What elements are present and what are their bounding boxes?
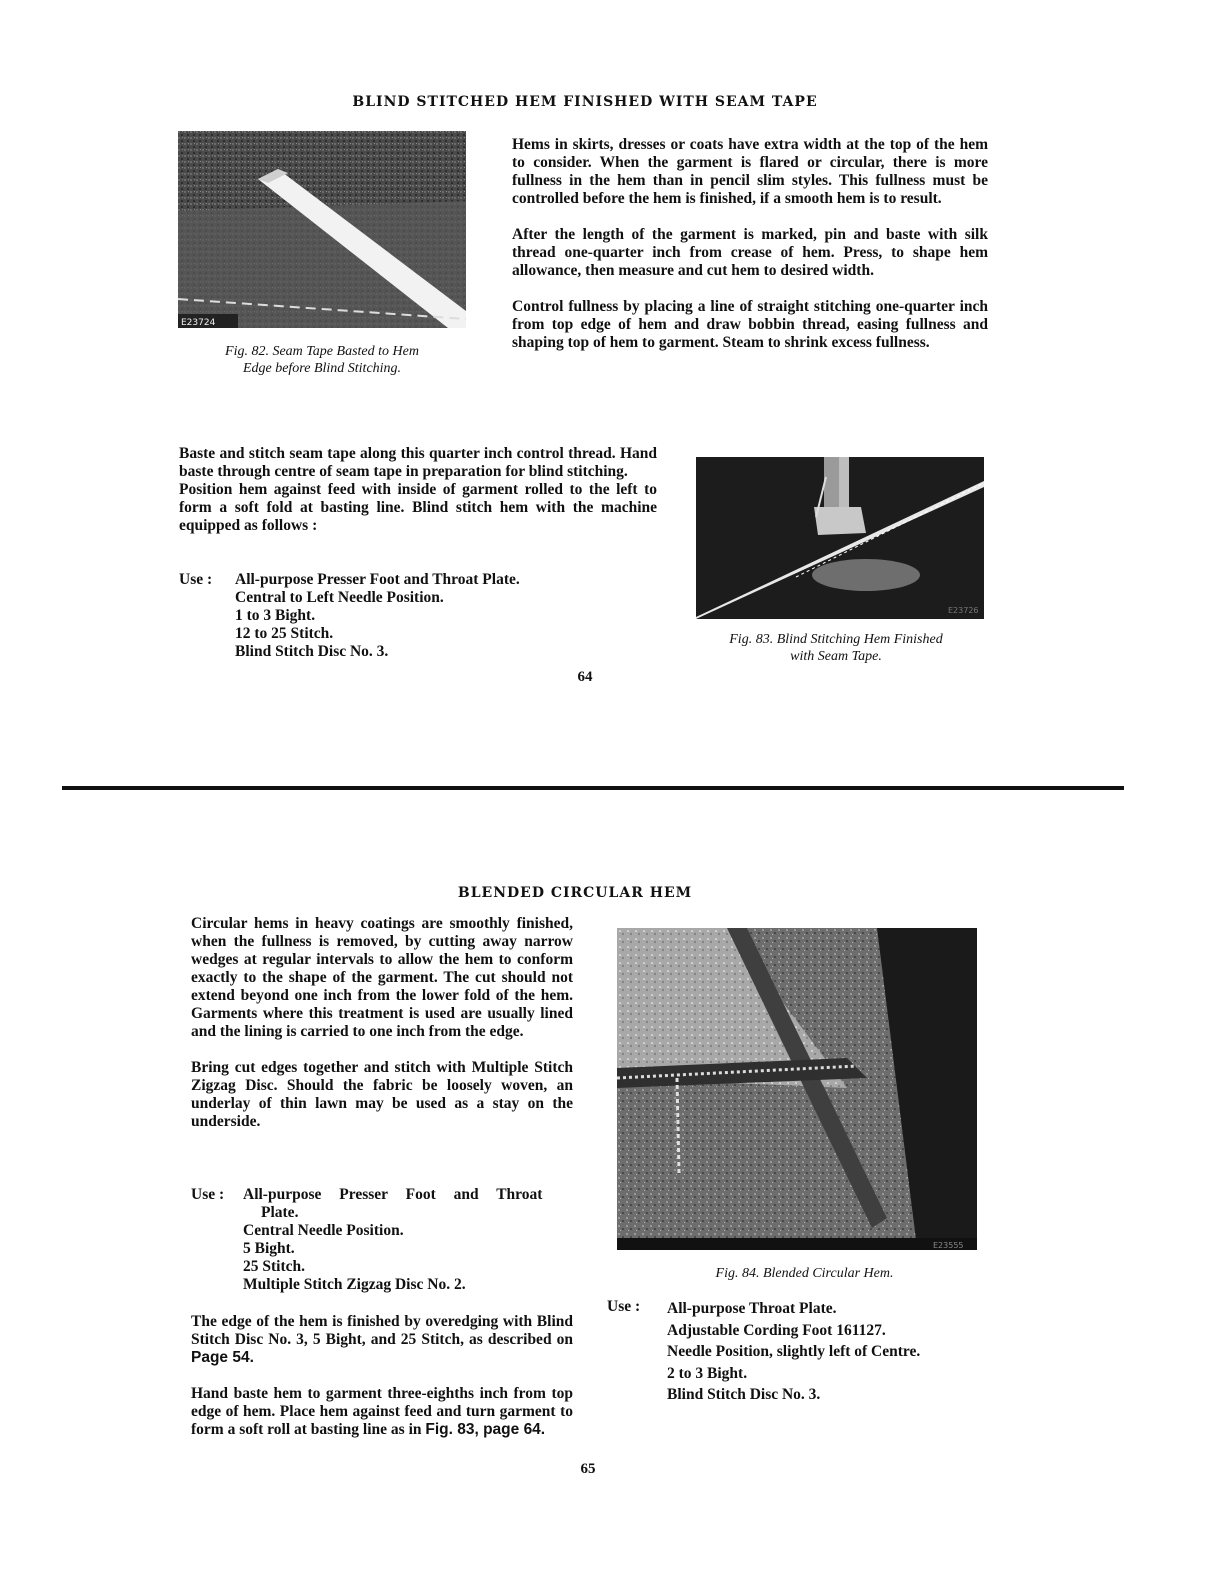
use-item: Blind Stitch Disc No. 3. <box>235 643 389 660</box>
page-reference-link[interactable]: Page 54. <box>191 1349 254 1366</box>
fig84-photo <box>617 928 977 1250</box>
use-item: Multiple Stitch Zigzag Disc No. 2. <box>243 1276 466 1293</box>
use-label: Use : <box>191 1186 225 1203</box>
use-item: All-purpose Throat Plate. <box>667 1300 837 1317</box>
paragraph: Bring cut edges together and stitch with Multiple Stitch Zigzag Disc. Should the fabric be loosely woven, an underlay of thin lawn may be used as a stay on the underside. <box>191 1059 573 1130</box>
page64-right-text <box>512 136 988 370</box>
use-label: Use : <box>607 1298 641 1315</box>
use-item: 5 Bight. <box>243 1240 295 1257</box>
paragraph: Circular hems in heavy coatings are smoothly finished, when the fullness is removed, by cutting away narrow wedges at regular intervals to allow the hem to conform exactly to the shape of the garment. The cut should not extend beyond one inch from the lower fold of the hem. Garments where this treatment is used are usually lined and the lining is carried to one inch from the edge. <box>191 915 573 1040</box>
fig82-caption: Fig. 82. Seam Tape Basted to Hem Edge before Blind Stitching. <box>225 344 419 376</box>
page-number-64: 64 <box>577 669 593 685</box>
page64-left-text <box>179 445 657 535</box>
use-item: 2 to 3 Bight. <box>667 1364 748 1382</box>
use-item: 12 to 25 Stitch. <box>235 625 334 642</box>
paragraph: Baste and stitch seam tape along this quarter inch control thread. Hand baste through centre of seam tape in preparation for blind stitching. <box>179 445 657 480</box>
use-item: Central to Left Needle Position. <box>235 589 444 606</box>
paragraph: Control fullness by placing a line of straight stitching one-quarter inch from top edge of hem and draw bobbin thread, easing fullness and shaping top of hem to garment. Steam to shrink excess fullness. <box>512 298 988 351</box>
paragraph: After the length of the garment is marked, pin and baste with silk thread one-quarter inch from crease of hem. Press, to shape hem allowance, then measure and cut hem to desired width. <box>512 226 988 279</box>
page-number-65: 65 <box>580 1461 596 1477</box>
fig82-photo <box>178 131 466 328</box>
use-item: 1 to 3 Bight. <box>235 607 316 624</box>
page65-paragraph4: Hand baste hem to garment three-eighths inch from top edge of hem. Place hem against feed and turn garment to form a soft roll at basting line as in Fig. 83, page 64. <box>191 1385 573 1438</box>
fig84-code: E23555 <box>933 1241 964 1250</box>
use-item: 25 Stitch. <box>243 1258 305 1275</box>
fig83-caption: Fig. 83. Blind Stitching Hem Finished with Seam Tape. <box>729 632 943 664</box>
paragraph: Hems in skirts, dresses or coats have extra width at the top of the hem to consider. When the garment is flared or circular, there is more fullness in the hem than in pencil slim styles. This fullness must be controlled before the hem is finished, if a smooth hem is to result. <box>512 136 988 207</box>
paragraph: Position hem against feed with inside of garment rolled to the left to form a soft fold at basting line. Blind stitch hem with the machine equipped as follows : <box>179 481 657 534</box>
fig83-photo <box>696 457 984 619</box>
figure-reference-link[interactable]: Fig. 83, page 64. <box>425 1421 546 1438</box>
page64-title: BLIND STITCHED HEM FINISHED WITH SEAM TAPE <box>352 94 818 110</box>
page65-use-list-1 <box>191 1186 576 1294</box>
page65-use-list-2 <box>607 1298 920 1406</box>
page65-left-text <box>191 915 573 1149</box>
use-item: Adjustable Cording Foot 161127. <box>667 1321 886 1339</box>
page64-use-list <box>179 571 520 661</box>
use-item: Needle Position, slightly left of Centre. <box>667 1343 921 1360</box>
use-item: Central Needle Position. <box>243 1222 404 1239</box>
fig83-code: E23726 <box>948 606 979 615</box>
fig84-caption: Fig. 84. Blended Circular Hem. <box>715 1266 894 1281</box>
fig82-code: E23724 <box>181 318 216 328</box>
use-item: Plate. <box>261 1204 299 1221</box>
page65-title: BLENDED CIRCULAR HEM <box>457 885 693 901</box>
use-item: All-purpose Presser Foot and Throat Plate. <box>235 571 520 588</box>
use-item: All-purpose Presser Foot and Throat <box>243 1186 543 1203</box>
use-label: Use : <box>179 571 213 588</box>
page65-paragraph3: The edge of the hem is finished by overedging with Blind Stitch Disc No. 3, 5 Bight, and 25 Stitch, as described on Page 54. <box>191 1313 573 1366</box>
use-item: Blind Stitch Disc No. 3. <box>667 1386 821 1403</box>
page-divider <box>62 786 1124 790</box>
